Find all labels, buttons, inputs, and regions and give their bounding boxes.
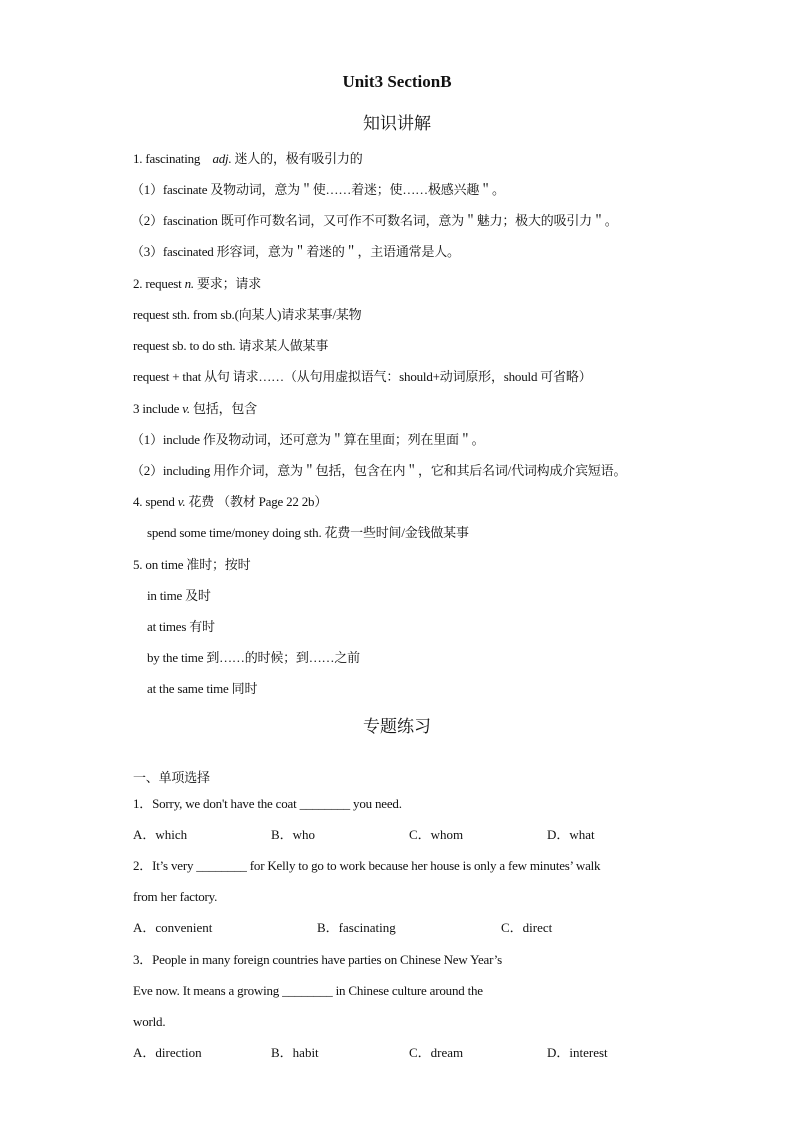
item-4-pos: v. (177, 494, 186, 509)
knowledge-item-5-sub-3: by the time 到……的时候；到……之前 (147, 650, 360, 665)
question-3-stem-line-2: Eve now. It means a growing ________ in Chinese culture around the (133, 983, 483, 998)
item-1-meaning: 迷人的，极有吸引力的 (231, 151, 363, 166)
knowledge-item-5-sub-2: at times 有时 (147, 619, 215, 634)
knowledge-item-3-sub-1: （1）include 作及物动词，还可意为＂算在里面；列在里面＂。 (131, 432, 485, 447)
question-2-stem-line-2: from her factory. (133, 889, 218, 904)
question-3-stem-line-3: world. (133, 1014, 166, 1029)
knowledge-item-2-sub-3: request + that 从句 请求……（从句用虚拟语气：should+动词原形，should 可省略） (133, 369, 592, 384)
item-3-word: 3 include (133, 401, 183, 416)
knowledge-item-3-head (133, 400, 734, 418)
question-3-stem-line-1: 3．People in many foreign countries have parties on Chinese New Year’s (133, 952, 503, 967)
knowledge-item-4-head (133, 493, 734, 511)
knowledge-item-1-sub-3: （3）fascinated 形容词，意为＂着迷的＂，主语通常是人。 (131, 244, 460, 259)
question-3-option-d[interactable]: D．interest (547, 1045, 608, 1060)
knowledge-item-1-sub-2: （2）fascination 既可作可数名词，又可作不可数名词，意为＂魅力；极大的吸引力＂。 (131, 213, 618, 228)
document-title: Unit3 SectionB (342, 72, 452, 91)
question-1-option-d[interactable]: D．what (547, 827, 595, 842)
question-1-option-c[interactable]: C．whom (409, 827, 464, 842)
question-3-option-c[interactable]: C．dream (409, 1045, 464, 1060)
question-3-option-b[interactable]: B．habit (271, 1045, 319, 1060)
item-2-meaning: 要求；请求 (193, 276, 262, 291)
question-2-stem-line-1: 2．It’s very ________ for Kelly to go to work because her house is only a few minutes’ walk (133, 858, 601, 873)
question-1-option-a[interactable]: A．which (133, 827, 188, 842)
item-2-pos: n. (184, 276, 194, 291)
question-3-option-a[interactable]: A．direction (133, 1045, 202, 1060)
question-1-option-b[interactable]: B．who (271, 827, 316, 842)
knowledge-item-2-sub-2: request sb. to do sth. 请求某人做某事 (133, 338, 329, 353)
knowledge-item-5-head: 5. on time 准时；按时 (133, 557, 251, 572)
practice-section-title: 一、单项选择 (133, 770, 210, 785)
section-heading-knowledge: 知识讲解 (363, 114, 431, 134)
knowledge-item-4-sub-1: spend some time/money doing sth. 花费一些时间/金钱做某事 (147, 525, 469, 540)
knowledge-item-5-sub-1: in time 及时 (147, 588, 211, 603)
question-2-option-a[interactable]: A．convenient (133, 920, 213, 935)
item-3-meaning: 包括，包含 (189, 401, 257, 416)
item-1-word: 1. fascinating (133, 151, 201, 166)
item-2-word: 2. request (133, 276, 185, 291)
item-4-meaning: 花费 （教材 Page 22 2b） (185, 494, 328, 509)
knowledge-item-1-sub-1: （1）fascinate 及物动词，意为＂使……着迷；使……极感兴趣＂。 (131, 182, 505, 197)
question-2-option-b[interactable]: B．fascinating (317, 920, 396, 935)
knowledge-item-5-sub-4: at the same time 同时 (147, 681, 258, 696)
question-2-option-c[interactable]: C．direct (501, 920, 553, 935)
knowledge-item-3-sub-2: （2）including 用作介词，意为＂包括，包含在内＂，它和其后名词/代词构成介宾短语。 (131, 463, 627, 478)
knowledge-item-2-sub-1: request sth. from sb.(向某人)请求某事/某物 (133, 307, 362, 322)
item-4-word: 4. spend (133, 494, 178, 509)
item-3-pos: v. (182, 401, 190, 416)
knowledge-item-2-head (133, 275, 734, 293)
item-1-pos: adj. (212, 151, 232, 166)
knowledge-item-1-head (133, 150, 734, 168)
question-1-stem: 1．Sorry, we don't have the coat ________ you need. (133, 796, 402, 811)
section-heading-practice: 专题练习 (363, 717, 431, 737)
